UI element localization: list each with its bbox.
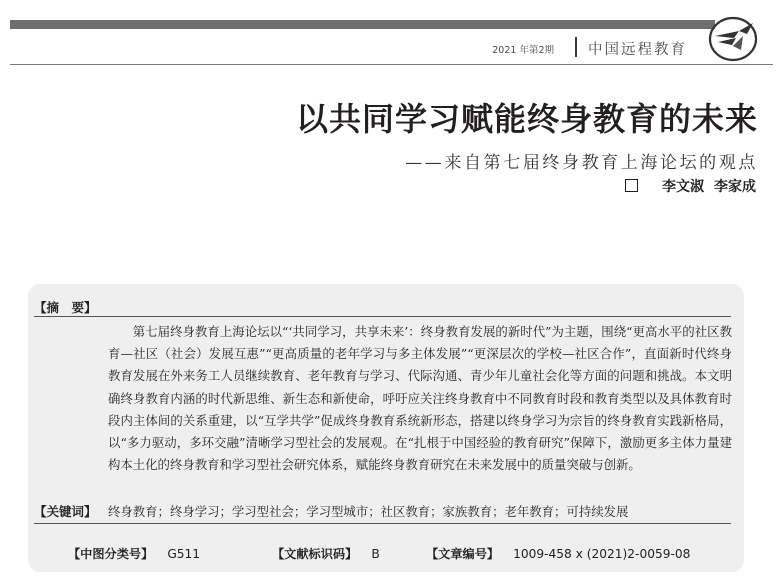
document-code (272, 545, 380, 562)
article-title: 以共同学习赋能终身教育的未来 (295, 100, 758, 138)
header-meta (470, 37, 700, 59)
document-code-label: 【文献标识码】 (272, 547, 358, 561)
article-number-label: 【文章编号】 (426, 547, 500, 561)
header-divider (575, 37, 577, 57)
article-number-value: 1009-458 x (2021)2-0059-08 (513, 547, 691, 561)
document-code-value: B (371, 547, 380, 561)
journal-name: 中国远程教育 (588, 42, 687, 58)
header-rule (10, 64, 773, 65)
article-number (426, 545, 690, 562)
author-marker-icon (625, 179, 638, 192)
keywords-rule (34, 523, 731, 524)
abstract-rule (34, 316, 731, 317)
abstract-label: 【摘 要】 (34, 300, 97, 315)
author-name: 李家成 (714, 179, 756, 195)
clc-value: G511 (167, 547, 201, 561)
issue-label: 2021 年第2期 (492, 45, 554, 56)
abstract-text: 第七届终身教育上海论坛以“‘共同学习，共享未来’：终身教育发展的新时代”为主题，围绕“更高水平的社区教育—社区（社会）发展互惠”“更高质量的老年学习与多主体发展”“更深层次的学校—社区合作”，直面新时代终身教育发展在外来务工人员继续教育、老年教育与学习、代际沟通、青少年儿童社会化等方面的问题和挑战。本文明确终身教育内涵的时代新思维、新生态和新使命，呼吁应关注终身教育中不同教育时段和教育类型以及具体教育时段内主体间的关系重建，以“互学共学”促成终身教育系统新形态，搭建以终身学习为宗旨的终身教育实践新格局，以“多力驱动，多环交融”清晰学习型社会的发展观。在“扎根于中国经验的教育研究”保障下，激励更多主体力量建构本土化的终身教育和学习型社会研究体系，赋能终身教育研究在未来发展中的质量突破与创新。 (108, 324, 732, 473)
author-name: 李文淑 (662, 179, 704, 195)
clc-label: 【中图分类号】 (68, 547, 154, 561)
clc-number (68, 545, 200, 562)
keywords-text: 终身教育；终身学习；学习型社会；学习型城市；社区教育；家族教育；老年教育；可持续发展 (108, 504, 629, 519)
journal-logo-icon (703, 14, 763, 64)
keywords-label: 【关键词】 (34, 504, 97, 519)
article-subtitle: ——来自第七届终身教育上海论坛的观点 (405, 153, 758, 173)
author-line (625, 176, 756, 196)
header-bar (10, 20, 704, 29)
